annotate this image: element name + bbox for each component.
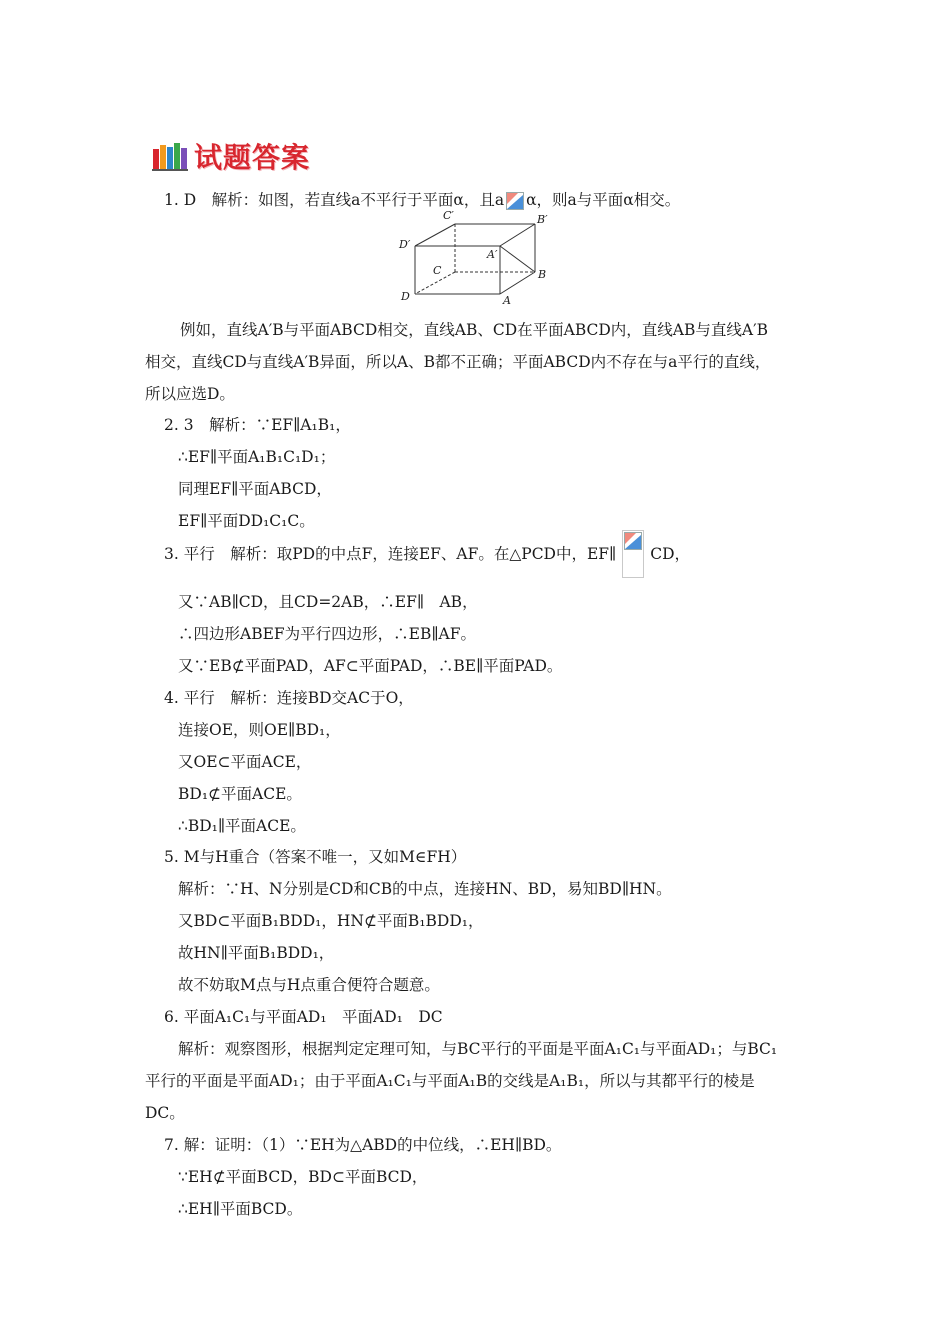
answer-1-tail: α，则a与平面α相交。: [526, 191, 681, 209]
answer-6-line-1: 6. 平面A₁C₁与平面AD₁ 平面AD₁ DC: [164, 1008, 443, 1026]
answer-5-line-4: 故HN∥平面B₁BDD₁，: [178, 944, 335, 962]
answer-7-line-2: ∵EH⊄平面BCD，BD⊂平面BCD，: [178, 1168, 428, 1186]
broken-image-frame: [622, 530, 644, 578]
answer-3-line-2: 又∵AB∥CD，且CD=2AB，∴EF∥ AB，: [178, 593, 478, 611]
label-b-prime: B′: [537, 213, 548, 226]
answer-1-head: 1. D 解析：如图，若直线a不平行于平面α，且a: [164, 191, 505, 209]
label-d-prime: D′: [399, 238, 411, 251]
answer-6-line-3: 平行的平面是平面AD₁；由于平面A₁C₁与平面A₁B的交线是A₁B₁，所以与其都平行的棱是: [145, 1072, 755, 1090]
answer-3-tail: CD，: [650, 545, 691, 563]
label-d: D: [401, 290, 410, 303]
section-title: 试题答案: [194, 141, 311, 174]
broken-image-icon: [624, 532, 642, 550]
answer-5-line-2: 解析：∵H、N分别是CD和CB的中点，连接HN、BD，易知BD∥HN。: [178, 880, 672, 898]
answer-7-line-1: 7. 解：证明：（1）∵EH为△ABD的中位线，∴EH∥BD。: [164, 1136, 562, 1154]
cuboid-figure: [395, 206, 555, 306]
answer-5-line-3: 又BD⊂平面B₁BDD₁，HN⊄平面B₁BDD₁，: [178, 912, 484, 930]
answer-6-line-4: DC。: [145, 1104, 185, 1122]
answer-4-line-5: ∴BD₁∥平面ACE。: [178, 817, 306, 835]
answer-4-line-1: 4. 平行 解析：连接BD交AC于O，: [164, 689, 414, 707]
answer-7-line-3: ∴EH∥平面BCD。: [178, 1200, 303, 1218]
answer-4-line-2: 连接OE，则OE∥BD₁，: [178, 721, 341, 739]
answer-2-line-2: ∴EF∥平面A₁B₁C₁D₁；: [178, 448, 336, 466]
answer-1-para-1: 例如，直线A′B与平面ABCD相交，直线AB、CD在平面ABCD内，直线AB与直线A′B: [180, 321, 768, 339]
answer-6-line-2: 解析：观察图形，根据判定定理可知，与BC平行的平面是平面A₁C₁与平面AD₁；与BC₁: [178, 1040, 778, 1058]
answer-3-head: 3. 平行 解析：取PD的中点F，连接EF、AF。在△PCD中，EF∥: [164, 545, 617, 563]
answer-2-line-3: 同理EF∥平面ABCD，: [178, 480, 332, 498]
books-icon: [152, 141, 188, 171]
answer-5-line-1: 5. M与H重合（答案不唯一，又如M∈FH）: [164, 848, 467, 866]
section-header: [152, 136, 310, 176]
answer-1-para-2: 相交，直线CD与直线A′B异面，所以A、B都不正确；平面ABCD内不存在与a平行的直线，: [145, 353, 771, 371]
label-a-prime: A′: [487, 248, 498, 261]
answer-3-line-4: 又∵EB⊄平面PAD，AF⊂平面PAD，∴BE∥平面PAD。: [178, 657, 563, 675]
answer-5-line-5: 故不妨取M点与H点重合便符合题意。: [178, 976, 440, 994]
answer-4-line-3: 又OE⊂平面ACE，: [178, 753, 312, 771]
answer-2-line-1: 2. 3 解析：∵EF∥A₁B₁，: [164, 416, 351, 434]
label-b: B: [538, 268, 547, 281]
answer-1-para-3: 所以应选D。: [145, 385, 235, 403]
answer-2-line-4: EF∥平面DD₁C₁C。: [178, 512, 315, 530]
label-a: A: [503, 294, 511, 306]
answer-4-line-4: BD₁⊄平面ACE。: [178, 785, 302, 803]
answer-3-line-3: ∴四边形ABEF为平行四边形，∴EB∥AF。: [178, 625, 476, 643]
label-c: C: [433, 264, 442, 277]
answer-3-line-1: [164, 530, 690, 578]
label-c-prime: C′: [443, 209, 454, 222]
